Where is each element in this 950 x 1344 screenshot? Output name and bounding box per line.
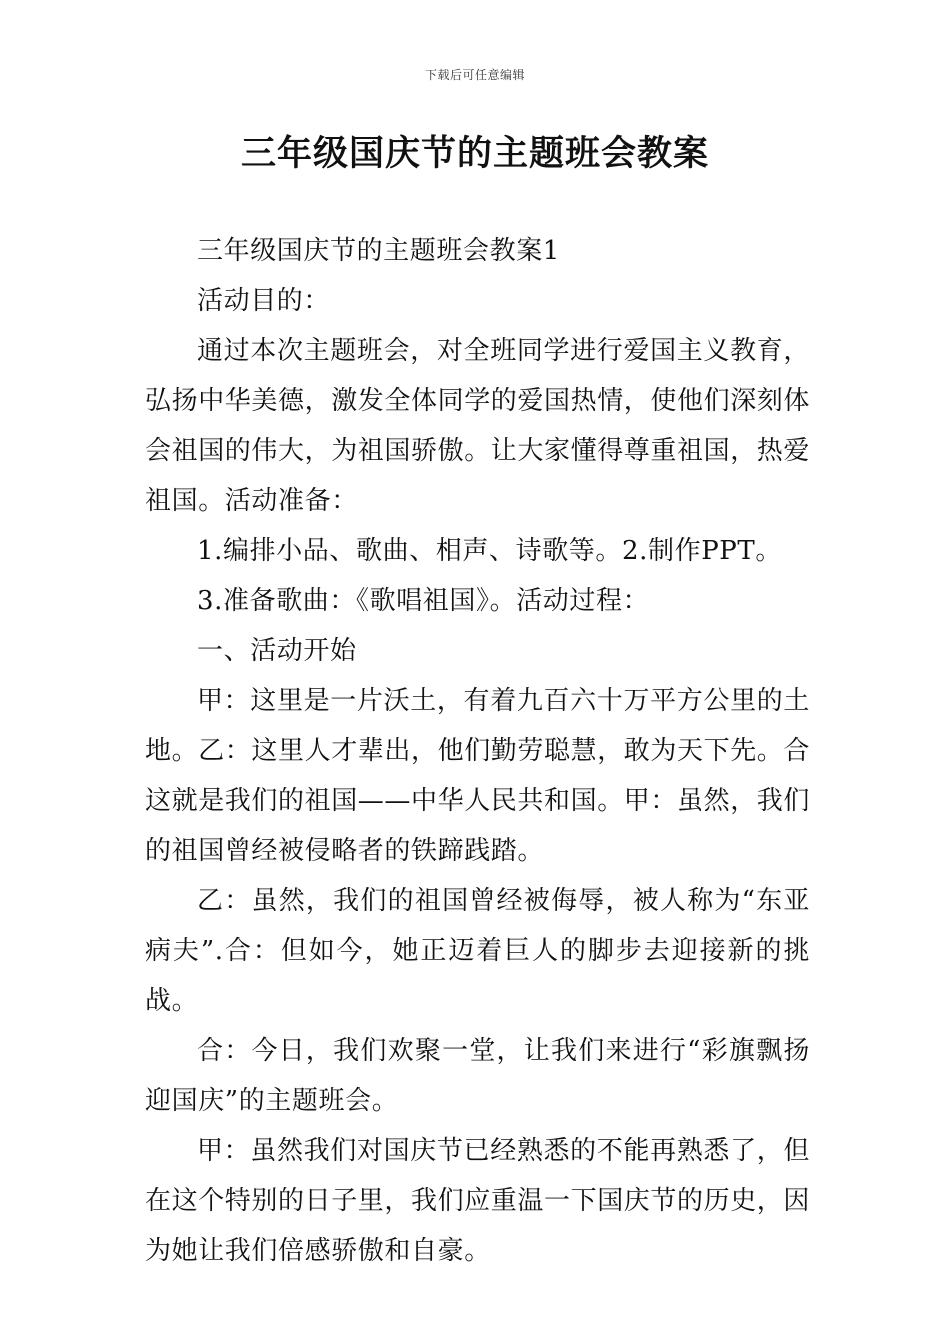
paragraph: 合：今日，我们欢聚一堂，让我们来进行“彩旗飘扬迎国庆”的主题班会。 xyxy=(145,1036,810,1116)
paragraph: 1.编排小品、歌曲、相声、诗歌等。2.制作PPT。 xyxy=(197,536,782,566)
section-heading: 三年级国庆节的主题班会教案1 xyxy=(197,236,560,266)
document-body xyxy=(145,226,810,1276)
paragraph: 甲：这里是一片沃土，有着九百六十万平方公里的土地。乙：这里人才辈出，他们勤劳聪慧，敢为天下先。合这就是我们的祖国——中华人民共和国。甲：虽然，我们的祖国曾经被侵略者的铁蹄践踏。 xyxy=(145,686,811,866)
document-title: 三年级国庆节的主题班会教案 xyxy=(240,134,709,174)
header-note: 下载后可任意编辑 xyxy=(424,68,525,82)
paragraph: 通过本次主题班会，对全班同学进行爱国主义教育，弘扬中华美德，激发全体同学的爱国热情，使他们深刻体会祖国的伟大，为祖国骄傲。让大家懂得尊重祖国，热爱祖国。活动准备： xyxy=(145,336,811,516)
paragraph: 活动目的： xyxy=(197,286,331,316)
paragraph: 乙：虽然，我们的祖国曾经被侮辱，被人称为“东亚病夫”.合：但如今，她正迈着巨人的脚步去迎接新的挑战。 xyxy=(145,886,810,1016)
paragraph: 3.准备歌曲：《歌唱祖国》。活动过程： xyxy=(197,586,650,616)
paragraph: 一、活动开始 xyxy=(197,636,357,666)
paragraph: 甲：虽然我们对国庆节已经熟悉的不能再熟悉了，但在这个特别的日子里，我们应重温一下国庆节的历史，因为她让我们倍感骄傲和自豪。 xyxy=(145,1136,811,1266)
